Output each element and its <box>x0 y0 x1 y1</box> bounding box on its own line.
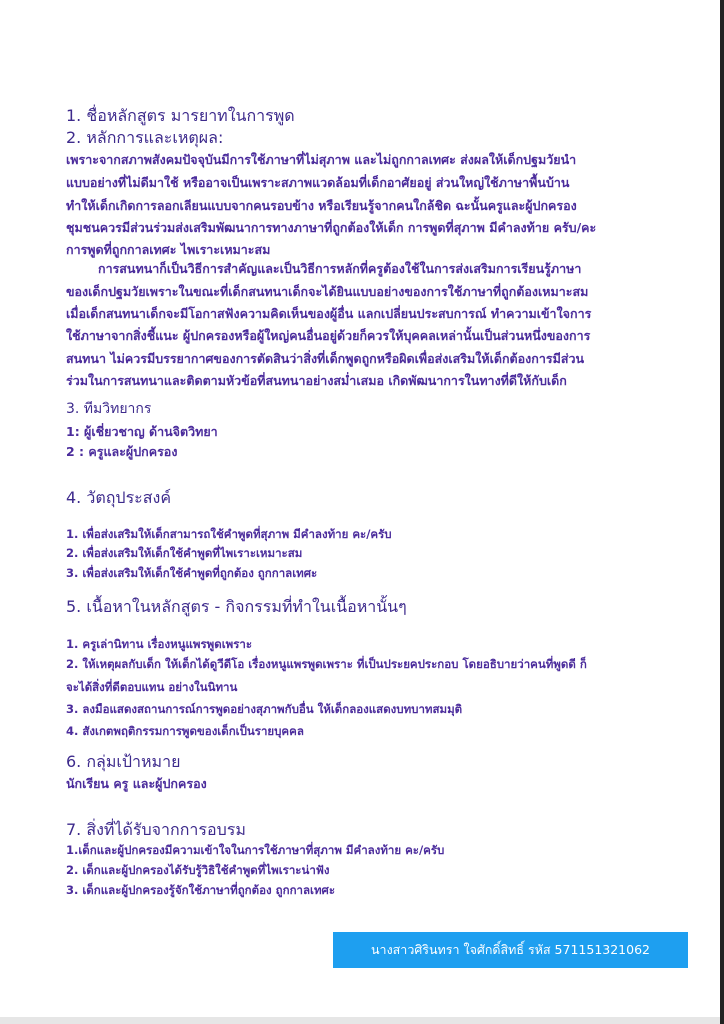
activity-item: 2. ให้เหตุผลกับเด็ก ให้เด็กได้ดูวีดีโอ เรื่องหนูแพรพูดเพราะ ที่เป็นประยคประกอบ โดยอธิบายว่าคนที่พูดดี ก็ <box>66 657 587 671</box>
outcomes-heading: 7. สิ่งที่ได้รับจากการอบรม <box>66 820 246 839</box>
page-bottom-margin <box>0 1017 720 1024</box>
outcome-item: 1.เด็กและผู้ปกครองมีความเข้าใจในการใช้ภาษาที่สุภาพ มีคำลงท้าย คะ/ครับ <box>66 843 445 857</box>
objectives-heading: 4. วัตถุประสงค์ <box>66 488 172 507</box>
speaker-item: 1: ผู้เชี่ยวชาญ ด้านจิตวิทยา <box>66 424 218 439</box>
page-edge <box>720 0 724 1024</box>
objective-item: 3. เพื่อส่งเสริมให้เด็กใช้คำพูดที่ถูกต้อง ถูกกาลเทศะ <box>66 566 318 580</box>
rationale-line: เพราะจากสภาพสังคมปัจจุบันมีการใช้ภาษาที่ไม่สุภาพ และไม่ถูกกาลเทศะ ส่งผลให้เด็กปฐมวัยนำ <box>66 152 577 167</box>
speaker-item: 2 : ครูและผู้ปกครอง <box>66 444 178 459</box>
rationale-line: การสนทนาก็เป็นวิธีการสำคัญและเป็นวิธีการหลักที่ครูต้องใช้ในการส่งเสริมการเรียนรู้ภาษา <box>98 261 582 276</box>
course-name-heading: 1. ชื่อหลักสูตร มารยาทในการพูด <box>66 106 295 125</box>
objective-item: 2. เพื่อส่งเสริมให้เด็กใช้คำพูดที่ไพเราะเหมาะสม <box>66 546 303 560</box>
content-heading: 5. เนื้อหาในหลักสูตร - กิจกรรมที่ทำในเนื้อหานั้นๆ <box>66 597 407 616</box>
rationale-line: เมื่อเด็กสนทนาเด็กจะมีโอกาสฟังความคิดเห็นของผู้อื่น แลกเปลี่ยนประสบการณ์ ทำความเข้าใจการ <box>66 306 592 321</box>
rationale-line: ใช้ภาษาจากสิ่งชี้แนะ ผู้ปกครองหรือผู้ใหญ่คนอื่นอยู่ด้วยก็ควรให้บุคคลเหล่านั้นเป็นส่วนหนึ่งของการ <box>66 328 591 343</box>
rationale-heading: 2. หลักการและเหตุผล: <box>66 128 224 147</box>
target-group-heading: 6. กลุ่มเป้าหมาย <box>66 752 181 771</box>
rationale-line: การพูดที่ถูกกาลเทศะ ไพเราะเหมาะสม <box>66 242 271 257</box>
activity-item: จะได้สิ่งที่ดีตอบแทน อย่างในนิทาน <box>66 680 238 694</box>
rationale-line: ชุมชนควรมีส่วนร่วมส่งเสริมพัฒนาการทางภาษาที่ถูกต้องให้เด็ก การพูดที่สุภาพ มีคำลงท้าย ครับ/คะ <box>66 220 597 235</box>
activity-item: 4. สังเกตพฤติกรรมการพูดของเด็กเป็นรายบุคคล <box>66 724 304 738</box>
outcome-item: 3. เด็กและผู้ปกครองรู้จักใช้ภาษาที่ถูกต้อง ถูกกาลเทศะ <box>66 883 336 897</box>
activity-item: 3. ลงมือแสดงสถานการณ์การพูดอย่างสุภาพกับอื่น ให้เด็กลองแสดงบทบาทสมมุติ <box>66 702 463 716</box>
rationale-line: ทำให้เด็กเกิดการลอกเลียนแบบจากคนรอบข้าง หรือเรียนรู้จากคนใกล้ชิด ฉะนั้นครูและผู้ปกครอง <box>66 198 577 213</box>
outcome-item: 2. เด็กและผู้ปกครองได้รับรู้วิธิใช้คำพูดที่ไพเราะน่าฟัง <box>66 863 330 877</box>
rationale-line: ของเด็กปฐมวัยเพราะในขณะที่เด็กสนทนาเด็กจะได้ยินแบบอย่างของการใช้ภาษาที่ถูกต้องเหมาะสม <box>66 284 589 299</box>
rationale-line: ร่วมในการสนทนาและติดตามหัวข้อที่สนทนาอย่างสม่ำเสมอ เกิดพัฒนาการในทางที่ดีให้กับเด็ก <box>66 373 567 388</box>
speakers-heading: 3. ทีมวิทยากร <box>66 401 152 417</box>
objective-item: 1. เพื่อส่งเสริมให้เด็กสามารถใช้คำพูดที่สุภาพ มีคำลงท้าย คะ/ครับ <box>66 527 392 541</box>
rationale-line: สนทนา ไม่ควรมีบรรยากาศของการตัดสินว่าสิ่งที่เด็กพูดถูกหรือผิดเพื่อส่งเสริมให้เด็กต้องการมีส่วน <box>66 351 585 366</box>
author-box <box>333 932 688 968</box>
rationale-line: แบบอย่างที่ไม่ดีมาใช้ หรืออาจเป็นเพราะสภาพแวดล้อมที่เด็กอาศัยอยู่ ส่วนใหญ่ใช้ภาษาพื้นบ้าน <box>66 175 570 190</box>
target-group-text: นักเรียน ครู และผู้ปกครอง <box>66 776 207 791</box>
author-name: นางสาวศิรินทรา ใจศักดิ์สิทธิ์ รหัส 571151321062 <box>371 942 650 957</box>
activity-item: 1. ครูเล่านิทาน เรื่องหนูแพรพูดเพราะ <box>66 637 253 651</box>
